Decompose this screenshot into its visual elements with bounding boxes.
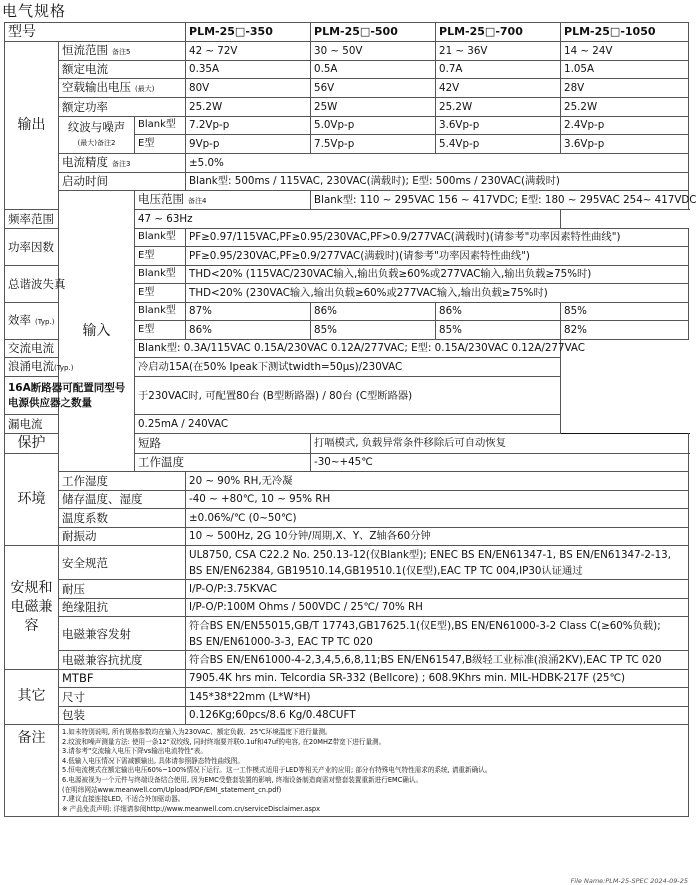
section-output: 输出 [5, 41, 59, 210]
note-item: 2.纹波和噪声测量方法: 使用一条12"双绞线, 同时终端要并联0.1uf和47uf的电容, 在20MHZ带宽下进行量测。 [62, 737, 386, 746]
cell: -30~+45℃ [311, 453, 689, 472]
cell: 0.5A [311, 60, 436, 79]
cell: 86% [436, 302, 561, 321]
cell: 56V [311, 79, 436, 98]
section-safety: 安规和电磁兼容 [5, 546, 59, 670]
cell: THD<20% (115VAC/230VAC输入,输出负载≥60%或277VAC输入,输出负载≥75%时) [186, 265, 689, 284]
label-ac-current: 交流电流 [5, 339, 135, 358]
cell: 85% [311, 321, 436, 340]
note-item: (在明纬网站www.meanwell.com/Upload/PDF/EMI_statement_cn.pdf) [62, 785, 282, 794]
cell: 7.2Vp-p [186, 116, 311, 135]
row-notes [5, 725, 689, 817]
cell: 85% [561, 302, 689, 321]
cell: 85% [436, 321, 561, 340]
note-item: 7.建议直接连接LED, 不适合外加驱动器。 [62, 795, 185, 804]
cell: 25W [311, 98, 436, 117]
row-ripple-blank [5, 116, 689, 135]
label-short: 短路 [135, 433, 311, 453]
label-e-type: E型 [135, 284, 186, 303]
cell: 82% [561, 321, 689, 340]
section-notes: 备注 [5, 725, 59, 817]
label-accuracy: 电流精度 备注3 [59, 153, 186, 172]
cell: 86% [311, 302, 436, 321]
section-input: 输入 [59, 191, 135, 472]
row-breaker [5, 377, 689, 415]
label-vibration: 耐振动 [59, 527, 186, 546]
cell: 打嗝模式, 负载异常条件移除后可自动恢复 [311, 433, 689, 453]
cell: 于230VAC时, 可配置80台 (B型断路器) / 80台 (C型断路器) [135, 377, 561, 415]
cell: 0.7A [436, 60, 561, 79]
row-accuracy [5, 153, 689, 172]
label-open-circuit: 空载输出电压 (最大) [59, 79, 186, 98]
cell: 符合BS EN/EN55015,GB/T 17743,GB17625.1(仅E型),BS EN/EN61000-3-2 Class C(≥60%负载); BS EN/EN61000-3-3, EAC TP TC 020 [186, 617, 689, 651]
row-ac-current [5, 339, 689, 358]
row-dimension [5, 688, 689, 707]
cell: 25.2W [436, 98, 561, 117]
cell: ±0.06%/℃ (0~50℃) [186, 509, 689, 528]
spec-table [4, 22, 696, 817]
cell: 42 ~ 72V [186, 41, 311, 60]
row-mtbf [5, 669, 689, 688]
cell: 7905.4K hrs min. Telcordia SR-332 (Bellcore) ; 608.9Khrs min. MIL-HDBK-217F (25℃) [186, 669, 689, 688]
label-frequency: 频率范围 [5, 210, 135, 229]
cell: 符合BS EN/EN61000-4-2,3,4,5,6,8,11;BS EN/EN61547,B级轻工业标准(浪涌2KV),EAC TP TC 020 [186, 651, 689, 670]
label-withstand: 耐压 [59, 580, 186, 599]
label-working-humidity: 工作湿度 [59, 472, 186, 491]
cell: PF≥0.97/115VAC,PF≥0.95/230VAC,PF>0.9/277VAC(满载时)(请参考"功率因素特性曲线") [186, 228, 689, 247]
label-thd: 总谐波失真 [5, 265, 59, 302]
cell: 5.0Vp-p [311, 116, 436, 135]
label-rated-power: 额定功率 [59, 98, 186, 117]
cell: 0.35A [186, 60, 311, 79]
row-voltage [5, 191, 689, 210]
row-rated-current [5, 60, 689, 79]
row-temp-coef [5, 509, 689, 528]
label-blank-type: Blank型 [135, 116, 186, 135]
row-emc-immunity [5, 651, 689, 670]
label-emc-immunity: 电磁兼容抗扰度 [59, 651, 186, 670]
model-header: PLM-25□-350 [186, 23, 311, 42]
cell: 5.4Vp-p [436, 135, 561, 154]
label-safety-standards: 安全规范 [59, 546, 186, 580]
cell: 冷启动15A(在50% Ipeak下测试twidth=50μs)/230VAC [135, 358, 561, 377]
section-protection: 保护 [5, 433, 59, 453]
row-cc-range [5, 41, 689, 60]
row-withstand [5, 580, 689, 599]
label-blank-type: Blank型 [135, 302, 186, 321]
cell: 145*38*22mm (L*W*H) [186, 688, 689, 707]
cell: THD<20% (230VAC输入,输出负载≥60%或277VAC输入,输出负载≥75%时) [186, 284, 689, 303]
label-e-type: E型 [135, 135, 186, 154]
row-leakage [5, 415, 689, 434]
cell: -40 ~ +80℃, 10 ~ 95% RH [186, 490, 689, 509]
cell: 86% [186, 321, 311, 340]
notes-list [59, 725, 689, 817]
note-item: 3.请参考"交流输入电压下降vs输出电流特性"表。 [62, 747, 207, 756]
row-frequency [5, 210, 689, 229]
cell: 87% [186, 302, 311, 321]
model-header: PLM-25□-1050 [561, 23, 689, 42]
row-isolation [5, 598, 689, 617]
cell: 42V [436, 79, 561, 98]
cell: 25.2W [186, 98, 311, 117]
cell: 14 ~ 24V [561, 41, 689, 60]
cell: PF≥0.95/230VAC,PF≥0.9/277VAC(满载时)(请参考"功率因素特性曲线") [186, 247, 689, 266]
row-inrush [5, 358, 689, 377]
cell: UL8750, CSA C22.2 No. 250.13-12(仅Blank型); ENEC BS EN/EN61347-1, BS EN/EN61347-2-13, BS EN/EN62384, GB19510.14,GB19510.1(仅E型),EAC TP TC 004,IP30认证通过 [186, 546, 689, 580]
row-startup [5, 172, 689, 191]
cell: Blank型: 0.3A/115VAC 0.15A/230VAC 0.12A/277VAC; E型: 0.15A/230VAC 0.12A/277VAC [135, 339, 561, 358]
label-packing: 包装 [59, 706, 186, 725]
cell: 0.126Kg;60pcs/8.6 Kg/0.48CUFT [186, 706, 689, 725]
label-leakage: 漏电流 [5, 415, 135, 434]
cell: 21 ~ 36V [436, 41, 561, 60]
cell: 1.05A [561, 60, 689, 79]
file-name-footer: File Name:PLM-25-SPEC 2024-09-25 [570, 877, 688, 885]
label-storage: 储存温度、湿度 [59, 490, 186, 509]
label-emc-emission: 电磁兼容发射 [59, 617, 186, 651]
page-title: 电气规格 [2, 2, 67, 20]
cell: 30 ~ 50V [311, 41, 436, 60]
row-working-humidity [5, 472, 689, 491]
row-rated-power [5, 98, 689, 117]
label-cc-range: 恒流范围 备注5 [59, 41, 186, 60]
cell: 80V [186, 79, 311, 98]
cell: 0.25mA / 240VAC [135, 415, 561, 434]
cell: 7.5Vp-p [311, 135, 436, 154]
cell: 10 ~ 500Hz, 2G 10分钟/周期,X、Y、Z轴各60分钟 [186, 527, 689, 546]
label-blank-type: Blank型 [135, 228, 186, 247]
label-voltage: 电压范围 备注4 [135, 191, 311, 210]
row-storage [5, 490, 689, 509]
model-header-label: 型号 [5, 23, 186, 42]
note-item: ※ 产品免责声明: 详细请参阅http://www.meanwell.com.cn/serviceDisclaimer.aspx [62, 804, 320, 813]
cell: Blank型: 110 ~ 295VAC 156 ~ 417VDC; E型: 180 ~ 295VAC 254~ 417VDC [311, 191, 689, 210]
cell: I/P-O/P:3.75KVAC [186, 580, 689, 599]
label-blank-type: Blank型 [135, 265, 186, 284]
label-inrush: 浪涌电流(Typ.) [5, 358, 135, 377]
section-others: 其它 [5, 669, 59, 725]
row-safety-standards [5, 546, 689, 580]
cell: 3.6Vp-p [436, 116, 561, 135]
cell: 28V [561, 79, 689, 98]
cell: 3.6Vp-p [561, 135, 689, 154]
cell: 25.2W [561, 98, 689, 117]
cell: ±5.0% [186, 153, 689, 172]
label-isolation: 绝缘阻抗 [59, 598, 186, 617]
note-item: 1.如未特别说明, 所有规格参数均在输入为230VAC、额定负载、25℃环境温度下进行量测。 [62, 728, 332, 736]
label-working-temp: 工作温度 [135, 453, 311, 472]
note-item: 5.恒电流模式在额定输出电压60%~100%情况下运行。这一工作模式适用于LED等相关产业的应用; 部分有特殊电气特性需求的系统, 请重新确认。 [62, 766, 492, 775]
cell: 20 ~ 90% RH,无冷凝 [186, 472, 689, 491]
section-environment: 环境 [5, 453, 59, 546]
cell: Blank型: 500ms / 115VAC, 230VAC(满载时); E型: 500ms / 230VAC(满载时) [186, 172, 689, 191]
cell: 2.4Vp-p [561, 116, 689, 135]
note-item: 4.低输入电压情况下需减额输出, 具体请参照静态特性曲线图。 [62, 756, 244, 765]
row-packing [5, 706, 689, 725]
model-header: PLM-25□-500 [311, 23, 436, 42]
label-efficiency: 效率 (Typ.) [5, 302, 59, 339]
label-rated-current: 额定电流 [59, 60, 186, 79]
label-mtbf: MTBF [59, 669, 186, 688]
cell: 47 ~ 63Hz [135, 210, 561, 229]
row-emc-emission [5, 617, 689, 651]
label-breaker: 16A断路器可配置同型号电源供应器之数量 [5, 377, 135, 415]
label-pf: 功率因数 [5, 228, 59, 265]
cell: I/P-O/P:100M Ohms / 500VDC / 25℃/ 70% RH [186, 598, 689, 617]
label-temp-coef: 温度系数 [59, 509, 186, 528]
row-open-circuit [5, 79, 689, 98]
label-e-type: E型 [135, 247, 186, 266]
row-vibration [5, 527, 689, 546]
cell: 9Vp-p [186, 135, 311, 154]
label-dimension: 尺寸 [59, 688, 186, 707]
label-startup: 启动时间 [59, 172, 186, 191]
note-item: 6.电源被视为一个元件与终端设备结合使用, 因为EMC受整套装置的影响, 终端设备制造商需对整套装置重新进行EMC确认。 [62, 775, 423, 784]
model-header: PLM-25□-700 [436, 23, 561, 42]
header-row [5, 23, 689, 42]
label-e-type: E型 [135, 321, 186, 340]
label-ripple: 纹波与噪声 (最大)备注2 [59, 116, 135, 153]
